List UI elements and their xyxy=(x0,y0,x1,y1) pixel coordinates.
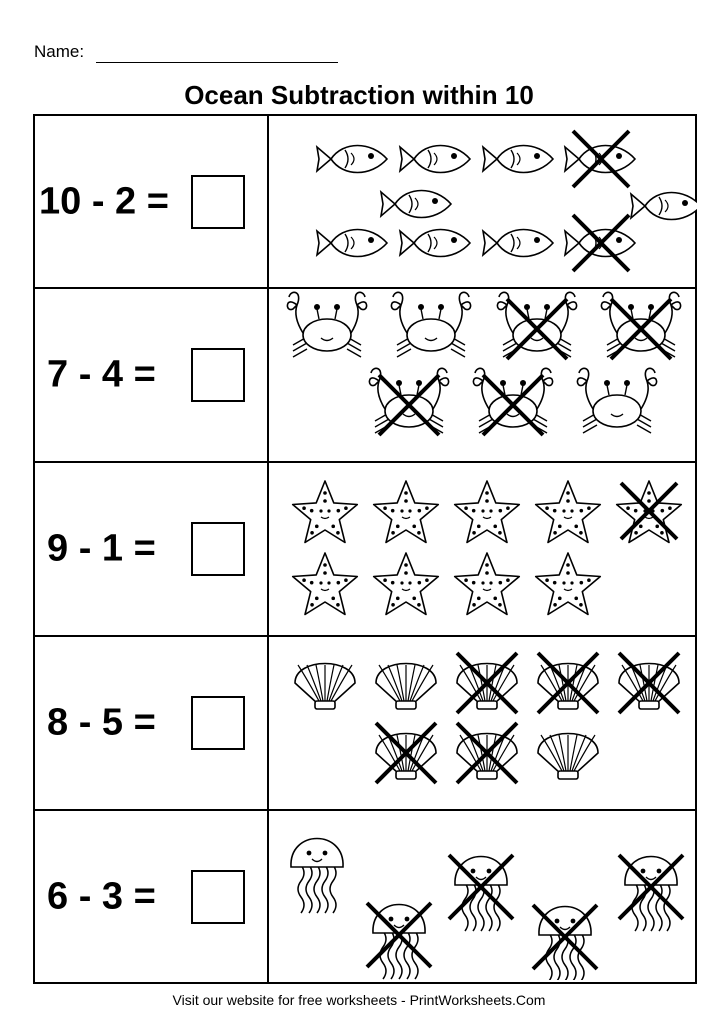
crab-icon xyxy=(577,368,656,433)
starfish-group xyxy=(269,463,697,635)
fish-icon xyxy=(565,131,635,187)
seashell-icon xyxy=(619,653,679,713)
picture-cell xyxy=(269,811,697,982)
equation-text: 9 - 1 = xyxy=(47,527,156,570)
starfish-icon xyxy=(293,481,358,543)
starfish-icon xyxy=(374,481,439,543)
answer-box[interactable] xyxy=(191,522,245,576)
seashell-group xyxy=(269,637,697,809)
fish-icon xyxy=(565,215,635,271)
seashell-icon xyxy=(457,723,517,783)
answer-box[interactable] xyxy=(191,696,245,750)
picture-cell xyxy=(269,463,697,635)
equation-text: 6 - 3 = xyxy=(47,875,156,917)
crab-icon xyxy=(391,292,470,357)
jellyfish-group xyxy=(269,811,697,980)
problem-row xyxy=(35,289,695,463)
footer-text: Visit our website for free worksheets - PrintWorksheets.Com xyxy=(172,992,546,1008)
jellyfish-icon xyxy=(449,855,513,931)
fish-group xyxy=(269,116,697,287)
fish-icon xyxy=(381,191,451,218)
equation-cell xyxy=(35,637,269,809)
fish-icon xyxy=(483,230,553,257)
fish-icon xyxy=(317,230,387,257)
crab-group xyxy=(269,289,697,461)
jellyfish-icon xyxy=(291,839,343,914)
answer-box[interactable] xyxy=(191,870,245,924)
crab-icon xyxy=(497,292,576,359)
fish-icon xyxy=(400,230,470,257)
seashell-icon xyxy=(376,664,436,710)
starfish-icon xyxy=(455,481,520,543)
equation-cell xyxy=(35,116,269,287)
worksheet-grid xyxy=(33,114,697,984)
starfish-icon xyxy=(455,553,520,615)
starfish-icon xyxy=(536,553,601,615)
starfish-icon xyxy=(374,553,439,615)
name-line[interactable] xyxy=(96,62,338,63)
seashell-icon xyxy=(295,664,355,710)
picture-cell xyxy=(269,637,697,809)
starfish-icon xyxy=(617,481,682,543)
crab-icon xyxy=(473,368,552,435)
crab-icon xyxy=(601,292,680,359)
problem-row xyxy=(35,116,695,289)
name-label: Name: xyxy=(34,42,85,61)
answer-box[interactable] xyxy=(191,348,245,402)
crab-icon xyxy=(287,292,366,357)
starfish-icon xyxy=(536,481,601,543)
picture-cell xyxy=(269,116,697,287)
jellyfish-icon xyxy=(367,903,431,979)
seashell-icon xyxy=(538,653,598,713)
fish-icon xyxy=(317,146,387,173)
fish-icon xyxy=(483,146,553,173)
equation-cell xyxy=(35,463,269,635)
answer-box[interactable] xyxy=(191,175,245,229)
seashell-icon xyxy=(376,723,436,783)
problem-row xyxy=(35,637,695,811)
seashell-icon xyxy=(457,653,517,713)
fish-icon xyxy=(631,193,697,220)
jellyfish-icon xyxy=(619,855,683,931)
equation-cell xyxy=(35,811,269,982)
fish-icon xyxy=(400,146,470,173)
worksheet-title: Ocean Subtraction within 10 xyxy=(184,80,534,110)
picture-cell xyxy=(269,289,697,461)
problem-row xyxy=(35,463,695,637)
seashell-icon xyxy=(538,734,598,780)
equation-cell xyxy=(35,289,269,461)
starfish-icon xyxy=(293,553,358,615)
problem-row xyxy=(35,811,695,982)
equation-text: 10 - 2 = xyxy=(39,180,169,222)
equation-text: 8 - 5 = xyxy=(47,701,156,744)
crab-icon xyxy=(369,368,448,435)
equation-text: 7 - 4 = xyxy=(47,353,156,396)
jellyfish-icon xyxy=(533,905,597,980)
